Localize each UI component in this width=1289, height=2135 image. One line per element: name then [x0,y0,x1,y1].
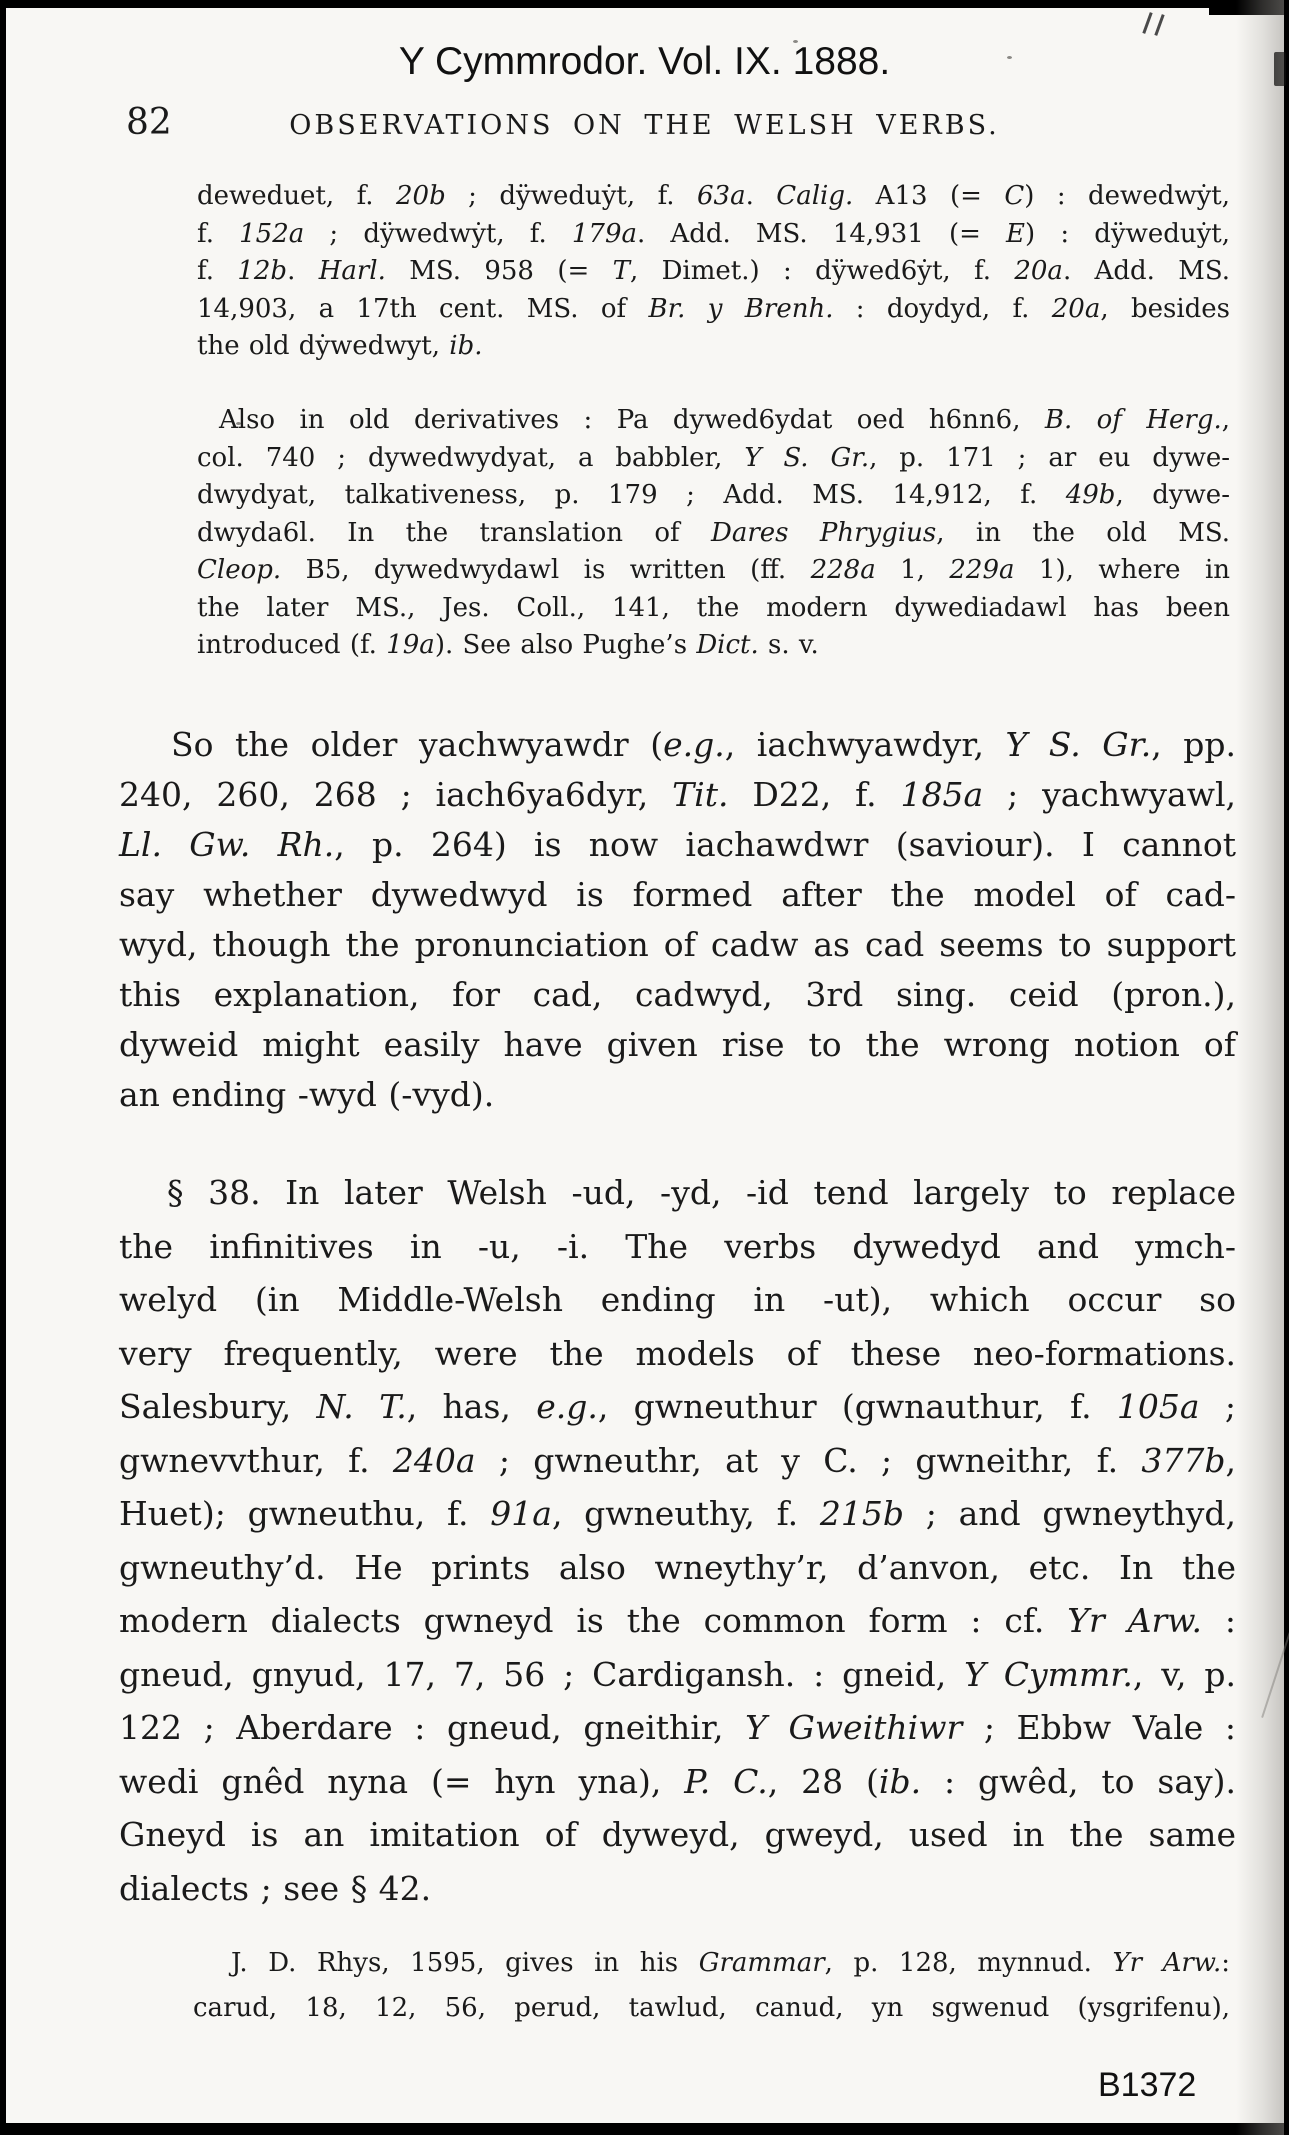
scan-border-top [0,0,1289,8]
text-line: 122 ; Aberdare : gneud, gneithir, Y Gweithiwr ; Ebbw Vale : [119,1708,1236,1747]
text-line: So the older yachwyawdr (e.g., iachwyawdyr, Y S. Gr., pp. [171,725,1237,764]
text-line: § 38. In later Welsh -ud, -yd, -id tend largely to replace [167,1173,1236,1212]
running-title: OBSERVATIONS ON THE WELSH VERBS. [289,110,1000,141]
text-line: Huet); gwneuthu, f. 91a, gwneuthy, f. 215b ; and gwneythyd, [119,1494,1236,1533]
text-line: introduced (f. 19a). See also Pughe’s Dict. s. v. [197,630,819,660]
text-line: 14,903, a 17th cent. MS. of Br. y Brenh. : doydyd, f. 20a, besides [197,293,1231,324]
text-line: dialects ; see § 42. [119,1868,432,1908]
scan-border-bottom [0,2123,1289,2135]
scan-border-left [0,0,6,2135]
text-line: carud, 18, 12, 56, perud, tawlud, canud, yn sgwenud (ysgrifenu), [193,1993,1230,2023]
text-line: gneud, gnyud, 17, 7, 56 ; Cardigansh. : gneid, Y Cymmr., v, p. [119,1654,1236,1694]
paragraph-manuscript-forms [197,178,1230,366]
text-line: dyweid might easily have given rise to the wrong notion of [119,1025,1236,1064]
journal-header: Y Cymmrodor. Vol. IX. 1888. [398,40,891,83]
text-line: Salesbury, N. T., has, e.g., gwneuthur (gwnauthur, f. 105a ; [119,1387,1236,1426]
text-line: this explanation, for cad, cadwyd, 3rd sing. ceid (pron.), [119,975,1236,1014]
scan-shading-band [1236,0,1284,2135]
page-number: 82 [126,102,172,143]
text-line: modern dialects gwneyd is the common form : cf. Yr Arw. : [119,1601,1236,1640]
paragraph-old-derivatives [197,402,1230,665]
text-line: gwneuthy’d. He prints also wneythy’r, d’anvon, etc. In the [119,1547,1236,1587]
paragraph-yachwyawdr [119,720,1236,1120]
paragraph-footnote-rhys [193,1941,1230,2031]
text-line: Gneyd is an imitation of dyweyd, gweyd, used in the same [119,1815,1236,1854]
scan-mark-artifact [1154,14,1164,36]
text-line: dwydyat, talkativeness, p. 179 ; Add. MS. 14,912, f. 49b, dywe- [197,480,1230,510]
text-line: Cleop. B5, dywedwydawl is written (ff. 228a 1, 229a 1), where in [197,555,1231,585]
text-line: J. D. Rhys, 1595, gives in his Grammar, p. 128, mynnud. Yr Arw.: [231,1948,1230,1978]
text-line: an ending -wyd (-vyd). [119,1075,495,1114]
text-line: wyd, though the pronunciation of cadw as cad seems to support [119,925,1236,964]
text-line: f. 12b. Harl. MS. 958 (= T, Dimet.) : dÿwed6ẏt, f. 20a. Add. MS. [197,256,1231,286]
text-line: dwyda6l. In the translation of Dares Phrygius, in the old MS. [197,517,1230,548]
scan-mark-artifact [1142,12,1152,34]
text-line: welyd (in Middle-Welsh ending in -ut), which occur so [119,1280,1236,1319]
text-line: Also in old derivatives : Pa dywed6ydat oed h6nn6, B. of Herg., [219,405,1230,435]
paragraph-section-38 [119,1166,1236,1915]
text-line: deweduet, f. 20b ; dÿweduẏt, f. 63a. Calig. A13 (= C) : dewedwẏt, [197,181,1231,211]
scan-border-right [1284,0,1289,2135]
text-line: the later MS., Jes. Coll., 141, the modern dywediadawl has been [197,592,1230,623]
text-line: the infinitives in -u, -i. The verbs dywedyd and ymch- [119,1226,1236,1266]
text-line: gwnevvthur, f. 240a ; gwneuthr, at y C. ; gwneithr, f. 377b, [119,1440,1236,1480]
text-line: very frequently, were the models of these neo-formations. [119,1333,1236,1373]
archive-stamp: B1372 [1098,2066,1197,2104]
text-line: 240, 260, 268 ; iach6ya6dyr, Tit. D22, f. 185a ; yachwyawl, [119,775,1236,814]
text-line: the old dẏwedwyt, ib. [197,331,483,361]
text-line: wedi gnêd nyna (= hyn yna), P. C., 28 (ib. : gwêd, to say). [119,1761,1237,1801]
text-line: Ll. Gw. Rh., p. 264) is now iachawdwr (saviour). I cannot [119,825,1236,864]
text-line: say whether dywedwyd is formed after the model of cad- [119,875,1236,914]
text-line: col. 740 ; dywedwydyat, a babbler, Y S. Gr., p. 171 ; ar eu dywe- [197,442,1231,473]
text-line: f. 152a ; dÿwedwẏt, f. 179a. Add. MS. 14,931 (= E) : dÿweduẏt, [197,218,1231,249]
